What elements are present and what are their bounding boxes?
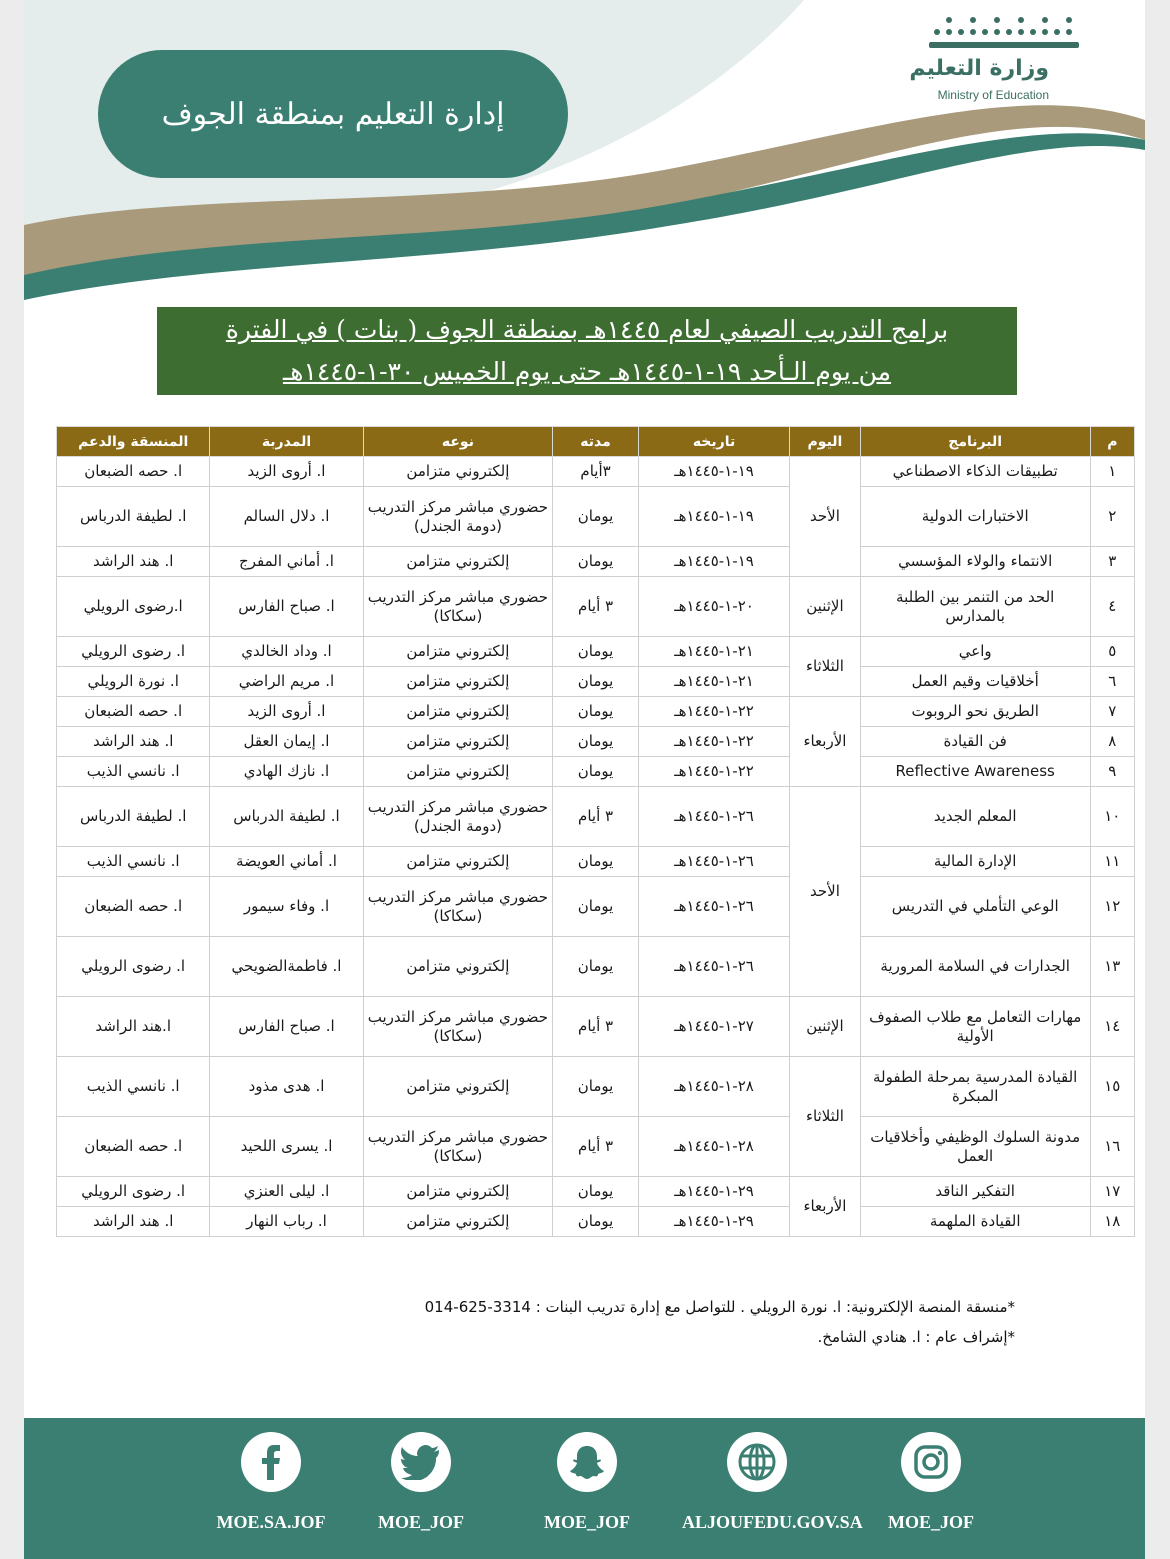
program-cell: مدونة السلوك الوظيفي وأخلاقيات العمل [860,1117,1090,1177]
table-row [57,487,1135,547]
date-cell: ٢٦-١-١٤٤٥هـ [638,877,789,937]
date-cell: ٢٦-١-١٤٤٥هـ [638,847,789,877]
program-cell: القيادة المدرسية بمرحلة الطفولة المبكرة [860,1057,1090,1117]
row-number-cell: ٢ [1090,487,1134,547]
duration-cell: ٣أيام [553,457,639,487]
directorate-title-pill [98,50,568,178]
type-cell: حضوري مباشر مركز التدريب (سكاكا) [363,877,553,937]
coordinator-cell: ا.رضوى الرويلي [57,577,210,637]
row-number-cell: ٧ [1090,697,1134,727]
program-cell: القيادة الملهمة [860,1207,1090,1237]
trainer-cell: ا. دلال السالم [210,487,363,547]
duration-cell: يومان [553,487,639,547]
program-cell: الطريق نحو الروبوت [860,697,1090,727]
day-cell: الأحد [790,457,861,577]
type-cell: إلكتروني متزامن [363,1177,553,1207]
table-row [57,667,1135,697]
coordinator-cell: ا. هند الراشد [57,727,210,757]
row-number-cell: ١٧ [1090,1177,1134,1207]
program-cell: الجدارات في السلامة المرورية [860,937,1090,997]
facebook-icon [241,1432,301,1492]
type-cell: إلكتروني متزامن [363,937,553,997]
notes [425,1292,1015,1352]
table-row [57,1177,1135,1207]
date-cell: ٢٩-١-١٤٤٥هـ [638,1177,789,1207]
row-number-cell: ١ [1090,457,1134,487]
day-cell: الأربعاء [790,1177,861,1237]
program-cell: الإدارة المالية [860,847,1090,877]
duration-cell: يومان [553,877,639,937]
date-cell: ٢٢-١-١٤٤٥هـ [638,697,789,727]
type-cell: إلكتروني متزامن [363,1057,553,1117]
coordinator-cell: ا. نانسي الذيب [57,757,210,787]
program-cell: الحد من التنمر بين الطلبة بالمدارس [860,577,1090,637]
row-number-cell: ١٨ [1090,1207,1134,1237]
facebook-link[interactable] [196,1432,346,1533]
program-cell: مهارات التعامل مع طلاب الصفوف الأولية [860,997,1090,1057]
twitter-link[interactable] [346,1432,496,1533]
trainer-cell: ا. فاطمةالضويحي [210,937,363,997]
table-row [57,637,1135,667]
table-row [57,1057,1135,1117]
instagram-handle: MOE_JOF [888,1512,974,1532]
type-cell: حضوري مباشر مركز التدريب (سكاكا) [363,1117,553,1177]
type-cell: إلكتروني متزامن [363,457,553,487]
trainer-cell: ا. لطيفة الدرباس [210,787,363,847]
table-row [57,1207,1135,1237]
program-cell: أخلاقيات وقيم العمل [860,667,1090,697]
schedule-banner [157,307,1017,395]
date-cell: ٢٠-١-١٤٤٥هـ [638,577,789,637]
trainer-cell: ا. وفاء سيمور [210,877,363,937]
coordinator-cell: ا. هند الراشد [57,1207,210,1237]
type-cell: حضوري مباشر مركز التدريب (دومة الجندل) [363,787,553,847]
note-coordinator: *منسقة المنصة الإلكترونية: ا. نورة الرويلي . للتواصل مع إدارة تدريب البنات : 3314-625-014 [424,1298,1015,1316]
globe-icon [727,1432,787,1492]
type-cell: إلكتروني متزامن [363,697,553,727]
trainer-cell: ا. ليلى العنزي [210,1177,363,1207]
column-header: تاريخه [638,427,789,457]
trainer-cell: ا. أماني المفرج [210,547,363,577]
table-row [57,727,1135,757]
day-cell: الأربعاء [790,697,861,787]
day-cell: الثلاثاء [790,637,861,697]
day-cell: الإثنين [790,577,861,637]
table-row [57,997,1135,1057]
twitter-handle: MOE_JOF [378,1512,464,1532]
duration-cell: يومان [553,547,639,577]
coordinator-cell: ا. هند الراشد [57,547,210,577]
type-cell: حضوري مباشر مركز التدريب (دومة الجندل) [363,487,553,547]
date-cell: ٢٢-١-١٤٤٥هـ [638,757,789,787]
program-cell: المعلم الجديد [860,787,1090,847]
date-cell: ٢٩-١-١٤٤٥هـ [638,1207,789,1237]
date-cell: ٢٦-١-١٤٤٥هـ [638,787,789,847]
duration-cell: يومان [553,1177,639,1207]
row-number-cell: ١٥ [1090,1057,1134,1117]
trainer-cell: ا. هدى مذود [210,1057,363,1117]
date-cell: ٢٨-١-١٤٤٥هـ [638,1057,789,1117]
duration-cell: ٣ أيام [553,787,639,847]
banner-line-1: برامج التدريب الصيفي لعام ١٤٤٥هـ بمنطقة الجوف ( بنات ) في الفترة [225,315,949,344]
coordinator-cell: ا. لطيفة الدرباس [57,787,210,847]
type-cell: إلكتروني متزامن [363,727,553,757]
coordinator-cell: ا. رضوى الرويلي [57,937,210,997]
trainer-cell: ا. رباب النهار [210,1207,363,1237]
table-row [57,1117,1135,1177]
type-cell: حضوري مباشر مركز التدريب (سكاكا) [363,577,553,637]
trainer-cell: ا. أروى الزيد [210,697,363,727]
date-cell: ٢٧-١-١٤٤٥هـ [638,997,789,1057]
program-cell: Reflective Awareness [860,757,1090,787]
table-row [57,847,1135,877]
coordinator-cell: ا. رضوى الرويلي [57,1177,210,1207]
page [24,0,1145,1559]
duration-cell: يومان [553,637,639,667]
duration-cell: يومان [553,1207,639,1237]
coordinator-cell: ا. حصه الضبعان [57,877,210,937]
ministry-logo-dots [929,12,1079,54]
column-header: م [1090,427,1134,457]
table-row [57,457,1135,487]
trainer-cell: ا. يسرى اللحيد [210,1117,363,1177]
row-number-cell: ٥ [1090,637,1134,667]
trainer-cell: ا. أروى الزيد [210,457,363,487]
row-number-cell: ٤ [1090,577,1134,637]
table-row [57,697,1135,727]
day-cell: الأحد [790,787,861,997]
coordinator-cell: ا. حصه الضبعان [57,1117,210,1177]
table-row [57,877,1135,937]
program-cell: الانتماء والولاء المؤسسي [860,547,1090,577]
program-cell: التفكير الناقد [860,1177,1090,1207]
program-cell: الوعي التأملي في التدريس [860,877,1090,937]
day-cell: الثلاثاء [790,1057,861,1177]
day-cell: الإثنين [790,997,861,1057]
date-cell: ٢٨-١-١٤٤٥هـ [638,1117,789,1177]
date-cell: ١٩-١-١٤٤٥هـ [638,457,789,487]
trainer-cell: ا. مريم الراضي [210,667,363,697]
date-cell: ٢١-١-١٤٤٥هـ [638,637,789,667]
column-header: نوعه [363,427,553,457]
trainer-cell: ا. صباح الفارس [210,997,363,1057]
date-cell: ٢٢-١-١٤٤٥هـ [638,727,789,757]
coordinator-cell: ا. رضوى الرويلي [57,637,210,667]
type-cell: إلكتروني متزامن [363,757,553,787]
row-number-cell: ١٣ [1090,937,1134,997]
column-header: المدربة [210,427,363,457]
program-cell: فن القيادة [860,727,1090,757]
duration-cell: ٣ أيام [553,577,639,637]
date-cell: ٢١-١-١٤٤٥هـ [638,667,789,697]
duration-cell: يومان [553,727,639,757]
duration-cell: يومان [553,757,639,787]
row-number-cell: ١٦ [1090,1117,1134,1177]
duration-cell: يومان [553,937,639,997]
note-supervisor: *إشراف عام : ا. هنادي الشامخ. [817,1328,1015,1346]
twitter-icon [391,1432,451,1492]
table-row [57,787,1135,847]
table-body [57,457,1135,1237]
website-link[interactable] [682,1432,863,1533]
row-number-cell: ١١ [1090,847,1134,877]
column-header: اليوم [790,427,861,457]
coordinator-cell: ا. حصه الضبعان [57,457,210,487]
duration-cell: ٣ أيام [553,997,639,1057]
directorate-title: إدارة التعليم بمنطقة الجوف [161,96,505,132]
banner-line-2: من يوم الـأحد ١٩-١-١٤٤٥هـ حتى يوم الخميس ٣٠-١-١٤٤٥هـ [282,357,892,386]
trainer-cell: ا. أماني العويضة [210,847,363,877]
ministry-name-en: Ministry of Education [937,88,1049,102]
type-cell: إلكتروني متزامن [363,547,553,577]
table-row [57,937,1135,997]
website-url: ALJOUFEDU.GOV.SA [682,1512,863,1532]
row-number-cell: ٣ [1090,547,1134,577]
row-number-cell: ٦ [1090,667,1134,697]
duration-cell: يومان [553,847,639,877]
trainer-cell: ا. صباح الفارس [210,577,363,637]
coordinator-cell: ا. نانسي الذيب [57,1057,210,1117]
date-cell: ٢٦-١-١٤٤٥هـ [638,937,789,997]
column-header: المنسقة والدعم [57,427,210,457]
ministry-name-ar: وزارة التعليم [909,56,1049,81]
table-row [57,757,1135,787]
coordinator-cell: ا.هند الراشد [57,997,210,1057]
program-cell: واعي [860,637,1090,667]
type-cell: إلكتروني متزامن [363,1207,553,1237]
row-number-cell: ١٢ [1090,877,1134,937]
instagram-link[interactable] [856,1432,1006,1533]
table-row [57,547,1135,577]
duration-cell: ٣ أيام [553,1117,639,1177]
coordinator-cell: ا. لطيفة الدرباس [57,487,210,547]
row-number-cell: ١٤ [1090,997,1134,1057]
trainer-cell: ا. وداد الخالدي [210,637,363,667]
column-header: البرنامج [860,427,1090,457]
row-number-cell: ٨ [1090,727,1134,757]
facebook-handle: MOE.SA.JOF [216,1512,326,1532]
trainer-cell: ا. إيمان العقل [210,727,363,757]
type-cell: إلكتروني متزامن [363,667,553,697]
instagram-icon [901,1432,961,1492]
row-number-cell: ١٠ [1090,787,1134,847]
duration-cell: يومان [553,697,639,727]
type-cell: إلكتروني متزامن [363,847,553,877]
coordinator-cell: ا. حصه الضبعان [57,697,210,727]
coordinator-cell: ا. نانسي الذيب [57,847,210,877]
column-header: مدته [553,427,639,457]
row-number-cell: ٩ [1090,757,1134,787]
training-schedule-table [56,426,1135,1237]
trainer-cell: ا. نازك الهادي [210,757,363,787]
date-cell: ١٩-١-١٤٤٥هـ [638,547,789,577]
footer-social-bar [24,1418,1145,1559]
type-cell: حضوري مباشر مركز التدريب (سكاكا) [363,997,553,1057]
duration-cell: يومان [553,667,639,697]
snapchat-icon [557,1432,617,1492]
date-cell: ١٩-١-١٤٤٥هـ [638,487,789,547]
table-header [57,427,1135,457]
program-cell: الاختبارات الدولية [860,487,1090,547]
type-cell: إلكتروني متزامن [363,637,553,667]
table-row [57,577,1135,637]
coordinator-cell: ا. نورة الرويلي [57,667,210,697]
program-cell: تطبيقات الذكاء الاصطناعي [860,457,1090,487]
duration-cell: يومان [553,1057,639,1117]
table-header-row [57,427,1135,457]
snapchat-handle: MOE_JOF [544,1512,630,1532]
snapchat-link[interactable] [512,1432,662,1533]
